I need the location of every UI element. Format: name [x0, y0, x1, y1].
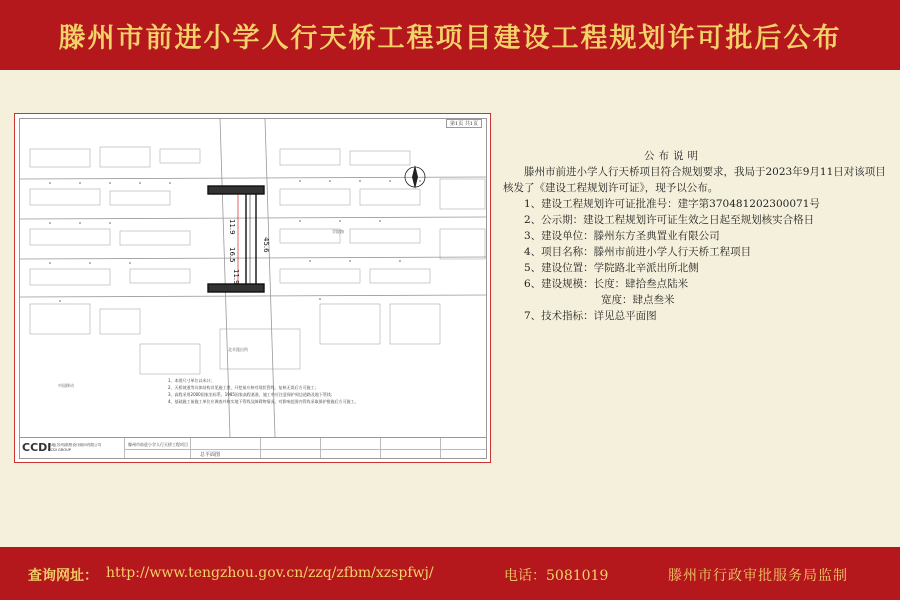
notice-item: 4、项目名称：滕州市前进小学人行天桥工程项目 — [524, 246, 752, 258]
page-indicator: 第1页 共1页 — [446, 119, 482, 128]
road-label: 北辛派出所 — [228, 347, 248, 352]
notice-panel — [503, 148, 893, 324]
project-name-cell: 滕州市前进小学人行天桥工程项目 — [128, 442, 188, 447]
note-line: 2、天桥坡道等具体结构详见施工图，开挖前应核对现状管线，复核无误后方可施工； — [168, 385, 319, 390]
footer-banner — [0, 547, 900, 600]
dim-label: 11.9 — [228, 219, 236, 235]
planning-drawing — [14, 113, 491, 463]
note-line: 3、高程采用2000国家坐标系，1985国家高程基准，施工中应注意保护周边道路及地下管线； — [168, 392, 335, 397]
supervising-org: 滕州市行政审批服务局监制 — [668, 568, 848, 584]
company-logo — [22, 441, 122, 459]
notice-item: 6、建设规模：长度：肆拾叁点陆米 — [524, 278, 689, 290]
drawing-frame — [19, 118, 487, 459]
road-label: 学院路 — [332, 229, 344, 234]
dim-label: 16.5 — [228, 247, 236, 263]
road-label: 中国移动 — [58, 383, 74, 388]
company-name-cn: 悉地(苏州)勘察设计顾问有限公司 — [48, 443, 102, 447]
note-line: 1、本图尺寸单位以米计； — [168, 378, 215, 383]
notice-width-line: 宽度：肆点叁米 — [601, 294, 675, 306]
sheet-name-cell: 总平面图 — [200, 452, 221, 458]
company-name: CCDI GROUP — [48, 448, 71, 452]
query-label: 查询网址： — [28, 568, 98, 584]
note-line: 4、基础施工前施工单位应调查并核实地下管线及障碍物情况，对影响范围内管线采取保护措施后方可施工。 — [168, 399, 359, 404]
notice-intro: 滕州市前进小学人行天桥项目符合规划要求，我局于2023年9月11日对该项目核发了《建设工程规划许可证》，现予以公布。 — [503, 166, 886, 194]
notice-item: 1、建设工程规划许可证批准号：建字第370481202300071号 — [524, 198, 820, 210]
notice-item: 3、建设单位：滕州东方圣典置业有限公司 — [524, 230, 720, 242]
notice-item: 5、建设位置：学院路北辛派出所北侧 — [524, 262, 699, 274]
ccdi-logo-icon: ССDI — [22, 441, 52, 454]
title-block — [20, 437, 487, 459]
notice-item: 7、技术指标：详见总平面图 — [524, 310, 657, 322]
top-banner — [0, 0, 900, 70]
notice-item: 2、公示期：建设工程规划许可证生效之日起至规划核实合格日 — [524, 214, 815, 226]
dim-label: 45.6 — [262, 237, 270, 253]
dim-label: 11.9 — [232, 269, 240, 285]
notice-title: 公布说明 — [644, 150, 702, 162]
drawing-notes — [168, 377, 359, 405]
page-title: 滕州市前进小学人行天桥工程项目建设工程规划许可批后公布 — [58, 22, 842, 54]
phone-text: 电话：5081019 — [504, 568, 609, 584]
query-url-link[interactable]: http://www.tengzhou.gov.cn/zzq/zfbm/xzspfwj/ — [106, 565, 434, 581]
